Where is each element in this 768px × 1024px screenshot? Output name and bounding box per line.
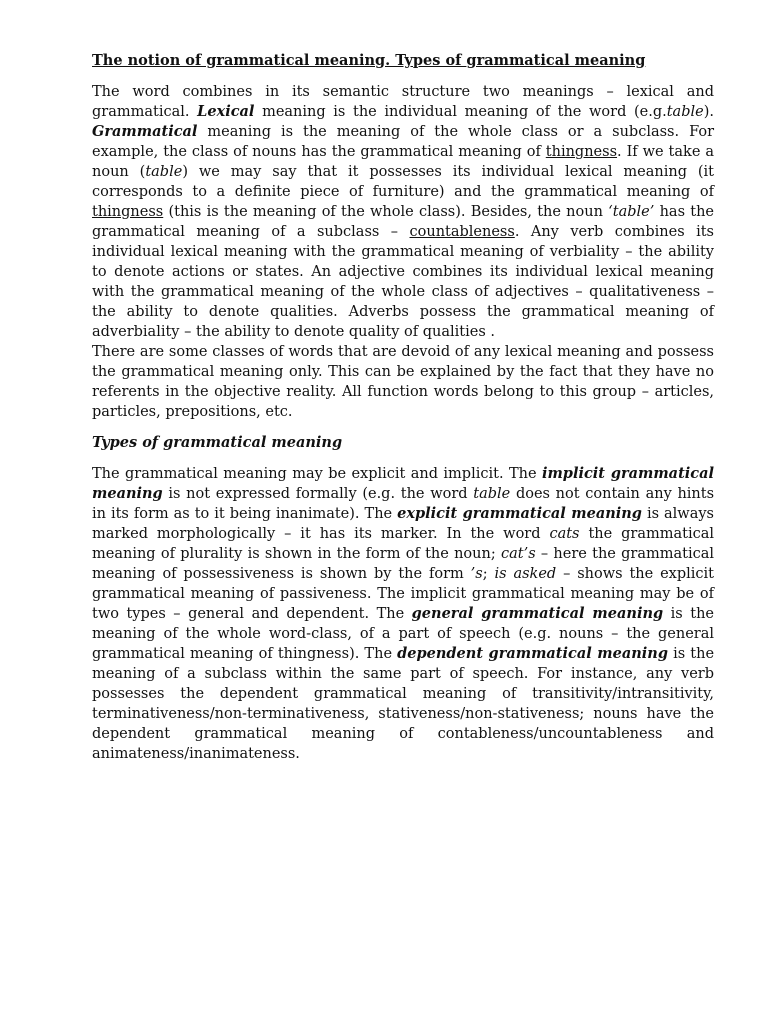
text-run: is the meaning of the whole word-class, of a part of speech (e.g. nouns – the general grammatical meaning of thingness). The (92, 606, 714, 662)
term-lexical: Lexical (197, 103, 255, 120)
text-run: is not expressed formally (e.g. the word (168, 486, 468, 502)
underlined-thingness: thingness (92, 204, 164, 220)
example-cats: cats (549, 526, 580, 542)
section-subtitle: Types of grammatical meaning (92, 434, 343, 451)
paragraph-types (92, 464, 714, 764)
text-run: . (490, 324, 496, 340)
underlined-thingness: thingness (545, 144, 618, 160)
underlined-countableness: countableness (409, 224, 515, 240)
text-run: (this is the meaning of the whole class). Besides, the noun (168, 204, 603, 220)
document-page (92, 50, 714, 764)
text-run: does not contain any hints in its form as to it being inanimate). The (92, 486, 715, 522)
term-grammatical: Grammatical (92, 123, 198, 140)
term-implicit: implicit grammatical meaning (92, 465, 715, 502)
text-run: ). (703, 104, 714, 120)
text-run: the grammatical meaning of plurality is shown in the form of the noun; (92, 526, 715, 562)
document-title: The notion of grammatical meaning. Types of grammatical meaning (92, 52, 646, 69)
text-run: – shows the explicit grammatical meaning of passiveness. The implicit grammatical meaning may be of two types – general and dependent. The (92, 566, 715, 622)
term-explicit: explicit grammatical meaning (397, 505, 642, 522)
text-run: The grammatical meaning may be explicit and implicit. The (92, 466, 537, 482)
example-table: table (145, 164, 183, 180)
text-run: is the meaning of a subclass within the same part of speech. For instance, any verb possesses the dependent grammatical meaning of transitivity/intransitivity, terminativeness/non-terminativeness, stativeness/non-stativeness; nouns have the dependent grammatical meaning of contableness/uncountableness and animateness/inanimateness. (92, 646, 715, 762)
text-run: meaning is the individual meaning of the word (e.g. (262, 104, 667, 120)
text-run: . Any verb combines its individual lexical meaning with the grammatical meaning of verbiality – the ability to denote actions or states. An adjective combines its individual lexical meaning with the grammatical meaning of the whole class of adjectives – qualitativeness – the ability to denote qualities. Adverbs possess the grammatical meaning of adverbiality – the ability to denote quality of qualities (92, 224, 715, 340)
example-table: table (473, 486, 511, 502)
text-run: . If we take a noun ( (92, 144, 714, 180)
text-run: ; (482, 566, 488, 582)
paragraph-lexical-grammatical (92, 82, 714, 342)
example-cats-possessive: cat’s (501, 546, 536, 562)
paragraph-function-words: There are some classes of words that are devoid of any lexical meaning and possess the grammatical meaning only. This can be explained by the fact that they have no referents in the objective reality. All function words belong to this group – articles, particles, prepositions, etc. (92, 344, 714, 420)
text-run: is always marked morphologically – it has its marker. In the word (92, 506, 714, 542)
example-is-asked: is asked (494, 566, 557, 582)
term-general: general grammatical meaning (411, 605, 664, 622)
text-run: – here the grammatical meaning of possessiveness is shown by the form (92, 546, 715, 582)
example-table-quoted: ‘table’ (608, 204, 655, 220)
example-apostrophe-s: ’s (470, 566, 483, 582)
example-table: table (666, 104, 704, 120)
text-run: has the grammatical meaning of a subclass – (92, 204, 714, 240)
text-run: ) we may say that it possesses its individual lexical meaning (it corresponds to a definite piece of furniture) and the grammatical meaning of (92, 164, 715, 200)
text-run: meaning is the meaning of the whole class or a subclass. For example, the class of nouns has the grammatical meaning of (92, 124, 715, 160)
term-dependent: dependent grammatical meaning (397, 645, 668, 662)
text-run: The word combines in its semantic structure two meanings – lexical and grammatical. (92, 84, 714, 120)
